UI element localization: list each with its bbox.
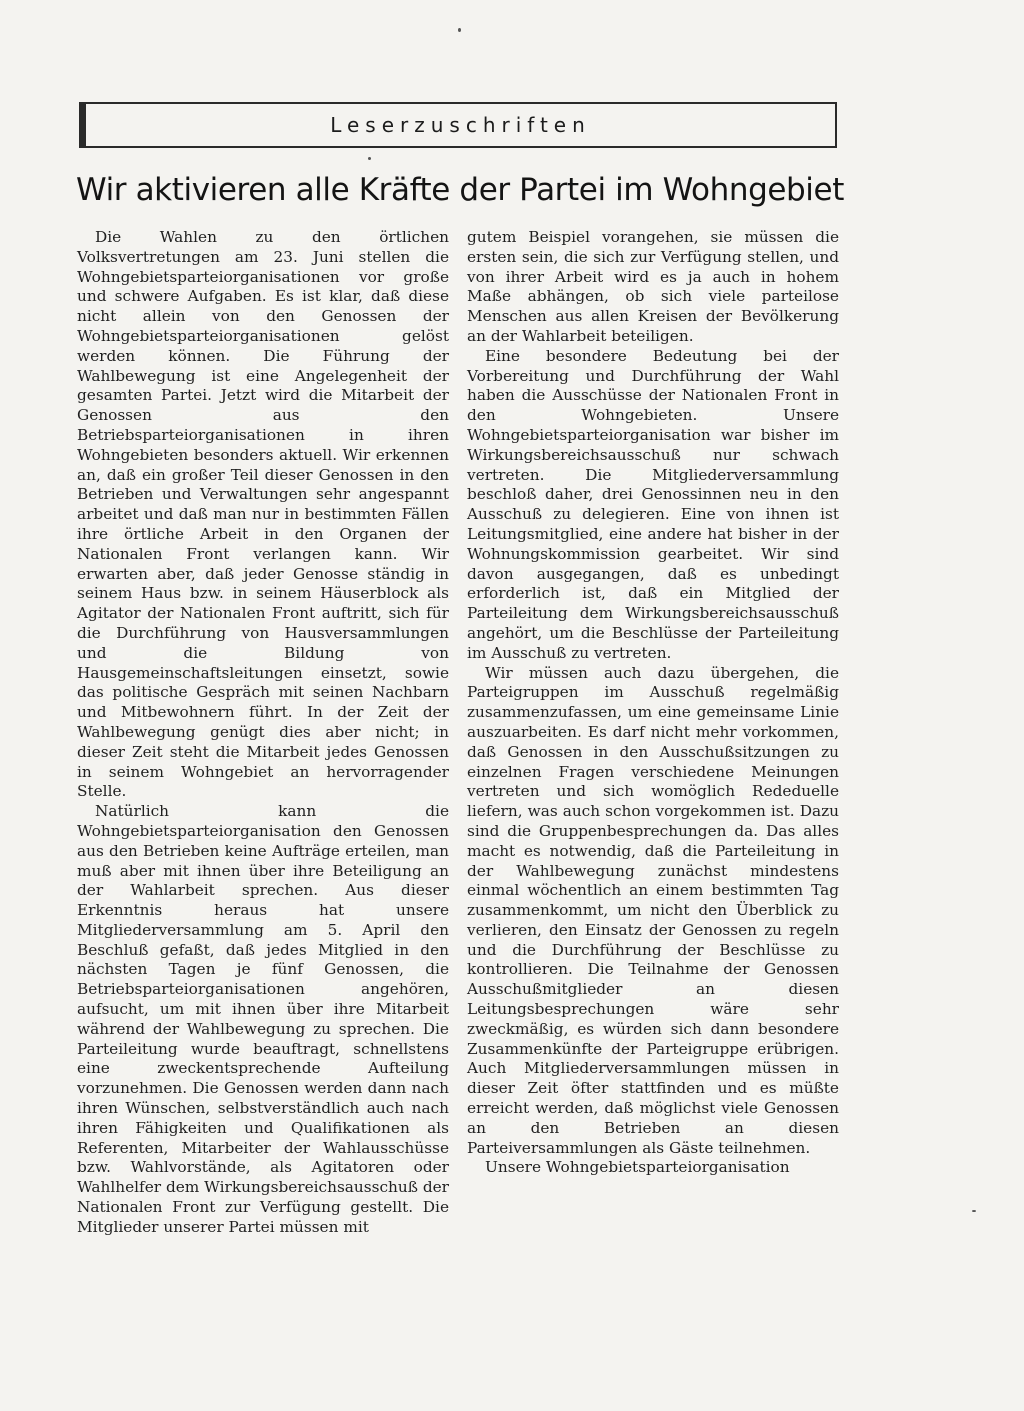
- print-speck: [458, 28, 461, 32]
- paragraph: gutem Beispiel vorangehen, sie müssen die ersten sein, die sich zur Verfügung stellen, und von ihrer Arbeit wird es ja auch in hohem Maße abhängen, ob sich viele parteilose Menschen aus allen Kreisen der Bevölkerung an der Wahlarbeit beteiligen.: [467, 228, 839, 345]
- paragraph: Wir müssen auch dazu übergehen, die Parteigruppen im Ausschuß regelmäßig zusammenzufassen, um eine gemeinsame Linie auszuarbeiten. Es darf nicht mehr vorkommen, daß Genossen in den Ausschußsitzungen zu einzelnen Fragen verschiedene Meinungen vertreten und sich womöglich Rededuelle liefern, was auch schon vorgekommen ist. Dazu sind die Gruppenbesprechungen da. Das alles macht es notwendig, daß die Parteileitung in der Wahlbewegung zunächst mindestens einmal wöchentlich an einem bestimmten Tag zusammenkommt, um nicht den Überblick zu verlieren, den Einsatz der Genossen zu regeln und die Durchführung der Beschlüsse zu kontrollieren. Die Teilnahme der Genossen Ausschußmitglieder an diesen Leitungsbesprechungen wäre sehr zweckmäßig, es würden sich dann besondere Zusammenkünfte der Parteigruppe erübrigen. Auch Mitgliederversammlungen müssen in dieser Zeit öfter stattfinden und es müßte erreicht werden, daß möglichst viele Genossen an den Betrieben an diesen Parteiversammlungen als Gäste teilnehmen.: [467, 663, 839, 1157]
- section-header-box: [79, 102, 837, 148]
- section-label: Leserzuschriften: [330, 113, 591, 137]
- paragraph: Eine besondere Bedeutung bei der Vorbereitung und Durchführung der Wahl haben die Ausschüsse der Nationalen Front in den Wohngebieten. Unsere Wohngebietsparteiorganisation war bisher im Wirkungsbereichsausschuß nur schwach vertreten. Die Mitgliederversammlung beschloß daher, drei Genossinnen neu in den Ausschuß zu delegieren. Eine von ihnen ist Leitungsmitglied, eine andere hat bisher in der Wohnungskommission gearbeitet. Wir sind davon ausgegangen, daß es unbedingt erforderlich ist, daß ein Mitglied der Parteileitung dem Wirkungsbereichsausschuß angehört, um die Beschlüsse der Parteileitung im Ausschuß zu vertreten.: [467, 346, 839, 662]
- paragraph: Natürlich kann die Wohngebietsparteiorganisation den Genossen aus den Betrieben keine Aufträge erteilen, man muß aber mit ihnen über ihre Beteiligung an der Wahlarbeit sprechen. Aus dieser Erkenntnis heraus hat unsere Mitgliederversammlung am 5. April den Beschluß gefaßt, daß jedes Mitglied in den nächsten Tagen je fünf Genossen, die Betriebsparteiorganisationen angehören, aufsucht, um mit ihnen über ihre Mitarbeit während der Wahlbewegung zu sprechen. Die Parteileitung wurde beauftragt, schnellstens eine zweckentsprechende Aufteilung vorzunehmen. Die Genossen werden dann nach ihren Wünschen, selbstverständlich auch nach ihren Fähigkeiten und Qualifikationen als Referenten, Mitarbeiter der Wahlausschüsse bzw. Wahlvorstände, als Agitatoren oder Wahlhelfer dem Wirkungsbereichsausschuß der Nationalen Front zur Verfügung gestellt. Die Mitglieder unserer Partei müssen mit: [77, 802, 449, 1236]
- article-column-right: [467, 228, 839, 1178]
- article-column-left: [77, 228, 449, 1238]
- article-headline: Wir aktivieren alle Kräfte der Partei im Wohngebiet: [76, 172, 844, 208]
- paragraph: Die Wahlen zu den örtlichen Volksvertretungen am 23. Juni stellen die Wohngebietsparteiorganisationen vor große und schwere Aufgaben. Es ist klar, daß diese nicht allein von den Genossen der Wohngebietsparteiorganisationen gelöst werden können. Die Führung der Wahlbewegung ist eine Angelegenheit der gesamten Partei. Jetzt wird die Mitarbeit der Genossen aus den Betriebsparteiorganisationen in ihren Wohngebieten besonders aktuell. Wir erkennen an, daß ein großer Teil dieser Genossen in den Betrieben und Verwaltungen sehr angespannt arbeitet und daß man nur in bestimmten Fällen ihre örtliche Arbeit in den Organen der Nationalen Front verlangen kann. Wir erwarten aber, daß jeder Genosse ständig in seinem Haus bzw. in seinem Häuserblock als Agitator der Nationalen Front auftritt, sich für die Durchführung von Hausversammlungen und die Bildung von Hausgemeinschaftsleitungen einsetzt, sowie das politische Gespräch mit seinen Nachbarn und Mitbewohnern führt. In der Zeit der Wahlbewegung genügt dies aber nicht; in dieser Zeit steht die Mitarbeit jedes Genossen in seinem Wohngebiet an hervorragender Stelle.: [77, 228, 449, 801]
- print-speck: [972, 1210, 976, 1212]
- print-speck: [368, 157, 371, 160]
- paragraph: Unsere Wohngebietsparteiorganisation: [485, 1158, 790, 1177]
